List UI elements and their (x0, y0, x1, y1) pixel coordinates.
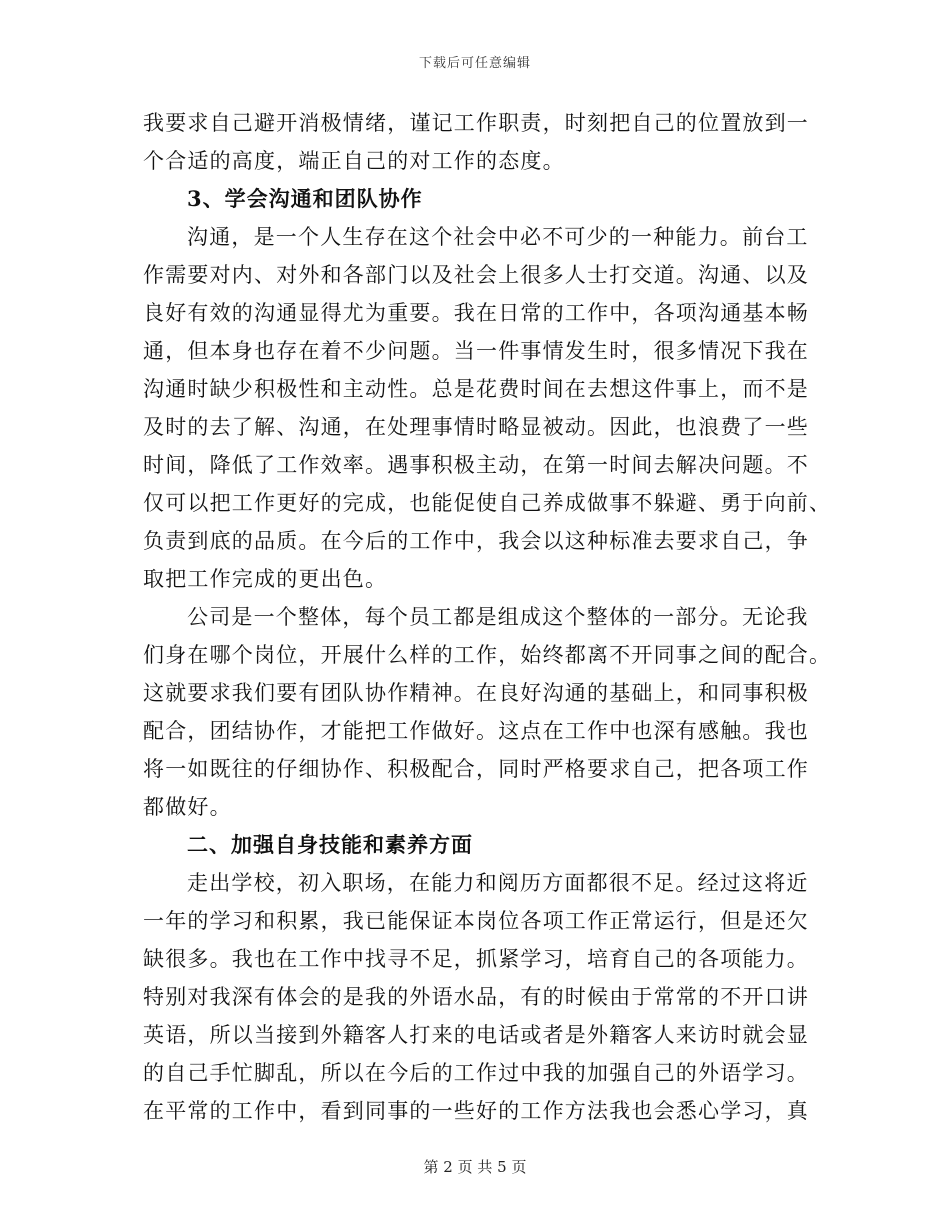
section-heading: 二、加强自身技能和素养方面 (187, 832, 473, 857)
page-header: 下载后可任意编辑 (418, 56, 531, 71)
text-line: 沟通，是一个人生存在这个社会中必不可少的一种能力。前台工 (187, 225, 809, 249)
text-line: 公司是一个整体，每个员工都是组成这个整体的一部分。无论我 (187, 605, 809, 629)
section-heading: 3、学会沟通和团队协作 (187, 186, 423, 211)
text-line: 个合适的高度，端正自己的对工作的态度。 (143, 149, 565, 173)
text-line: 一年的学习和积累，我已能保证本岗位各项工作正常运行，但是还欠 (143, 909, 809, 933)
text-line: 英语，所以当接到外籍客人打来的电话或者是外籍客人来访时就会显 (143, 1023, 809, 1047)
text-line: 这就要求我们要有团队协作精神。在良好沟通的基础上，和同事积极 (143, 681, 809, 705)
text-line: 及时的去了解、沟通，在处理事情时略显被动。因此，也浪费了一些 (143, 415, 809, 439)
text-line: 在平常的工作中，看到同事的一些好的工作方法我也会悉心学习，真 (143, 1099, 809, 1123)
text-line: 良好有效的沟通显得尤为重要。我在日常的工作中，各项沟通基本畅 (143, 301, 809, 325)
text-line: 都做好。 (143, 795, 232, 819)
text-line: 我要求自己避开消极情绪，谨记工作职责，时刻把自己的位置放到一 (143, 111, 809, 135)
text-line: 仅可以把工作更好的完成，也能促使自己养成做事不躲避、勇于向前、 (143, 491, 832, 515)
text-line: 作需要对内、对外和各部门以及社会上很多人士打交道。沟通、以及 (143, 263, 809, 287)
text-line: 们身在哪个岗位，开展什么样的工作，始终都离不开同事之间的配合。 (143, 643, 832, 667)
text-line: 将一如既往的仔细协作、积极配合，同时严格要求自己，把各项工作 (143, 757, 809, 781)
text-line: 取把工作完成的更出色。 (143, 567, 388, 591)
text-line: 通，但本身也存在着不少问题。当一件事情发生时，很多情况下我在 (143, 339, 809, 363)
text-line: 缺很多。我也在工作中找寻不足，抓紧学习，培育自己的各项能力。 (143, 947, 809, 971)
text-line: 沟通时缺少积极性和主动性。总是花费时间在去想这件事上，而不是 (143, 377, 809, 401)
page-footer: 第 2 页 共 5 页 (423, 1158, 527, 1176)
text-line: 特别对我深有体会的是我的外语水品，有的时候由于常常的不开口讲 (143, 985, 809, 1009)
text-line: 配合，团结协作，才能把工作做好。这点在工作中也深有感触。我也 (143, 719, 809, 743)
document-body (143, 104, 832, 1130)
text-line: 时间，降低了工作效率。遇事积极主动，在第一时间去解决问题。不 (143, 453, 809, 477)
text-line: 负责到底的品质。在今后的工作中，我会以这种标准去要求自己，争 (143, 529, 809, 553)
text-line: 的自己手忙脚乱，所以在今后的工作过中我的加强自己的外语学习。 (143, 1061, 809, 1085)
text-line: 走出学校，初入职场，在能力和阅历方面都很不足。经过这将近 (187, 871, 809, 895)
